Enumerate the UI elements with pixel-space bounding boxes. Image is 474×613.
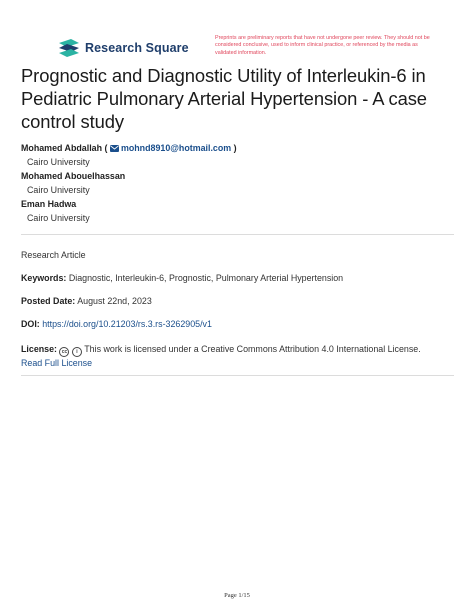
author-email-link[interactable]: mohnd8910@hotmail.com	[120, 143, 232, 153]
envelope-icon	[110, 145, 119, 152]
research-square-logo-icon	[57, 39, 81, 57]
author-name: Eman Hadwa	[21, 199, 77, 209]
doi-link[interactable]: https://doi.org/10.21203/rs.3.rs-3262905/v1	[42, 319, 212, 329]
divider	[21, 234, 454, 235]
author-2	[21, 169, 441, 197]
keywords-row	[21, 273, 343, 283]
license-row	[21, 343, 454, 370]
article-type: Research Article	[21, 250, 86, 260]
author-affiliation: Cairo University	[27, 157, 90, 167]
keywords-value: Diagnostic, Interleukin-6, Prognostic, Pulmonary Arterial Hypertension	[68, 273, 344, 283]
doi-label: DOI:	[21, 319, 40, 329]
author-email-wrapper: ( mohnd8910@hotmail.com )	[104, 143, 237, 153]
keywords-label: Keywords:	[21, 273, 67, 283]
posted-date-label: Posted Date:	[21, 296, 76, 306]
license-label: License:	[21, 344, 58, 354]
cc-icon: cc	[59, 347, 69, 357]
doi-row	[21, 319, 212, 329]
author-affiliation: Cairo University	[27, 213, 90, 223]
preprint-disclaimer: Preprints are preliminary reports that have not undergone peer review. They should not be considered conclusive, used to inform clinical practice, or referenced by the media as validated information.	[215, 35, 430, 56]
author-1	[21, 141, 441, 169]
author-3	[21, 197, 441, 225]
divider	[21, 375, 454, 376]
read-full-license-link[interactable]: Read Full License	[21, 358, 93, 368]
page-number: Page 1/15	[224, 592, 250, 599]
author-affiliation: Cairo University	[27, 185, 90, 195]
research-square-logo[interactable]	[57, 38, 189, 58]
author-name: Mohamed Abdallah	[21, 143, 103, 153]
license-text: This work is licensed under a Creative Commons Attribution 4.0 International License.	[84, 344, 421, 354]
posted-date-row	[21, 296, 152, 306]
article-title: Prognostic and Diagnostic Utility of Interleukin-6 in Pediatric Pulmonary Arterial Hypertension - A case control study	[21, 65, 427, 132]
author-name: Mohamed Abouelhassan	[21, 171, 126, 181]
by-icon: i	[72, 347, 82, 357]
brand-name: Research Square	[85, 41, 189, 55]
posted-date-value: August 22nd, 2023	[77, 296, 152, 306]
